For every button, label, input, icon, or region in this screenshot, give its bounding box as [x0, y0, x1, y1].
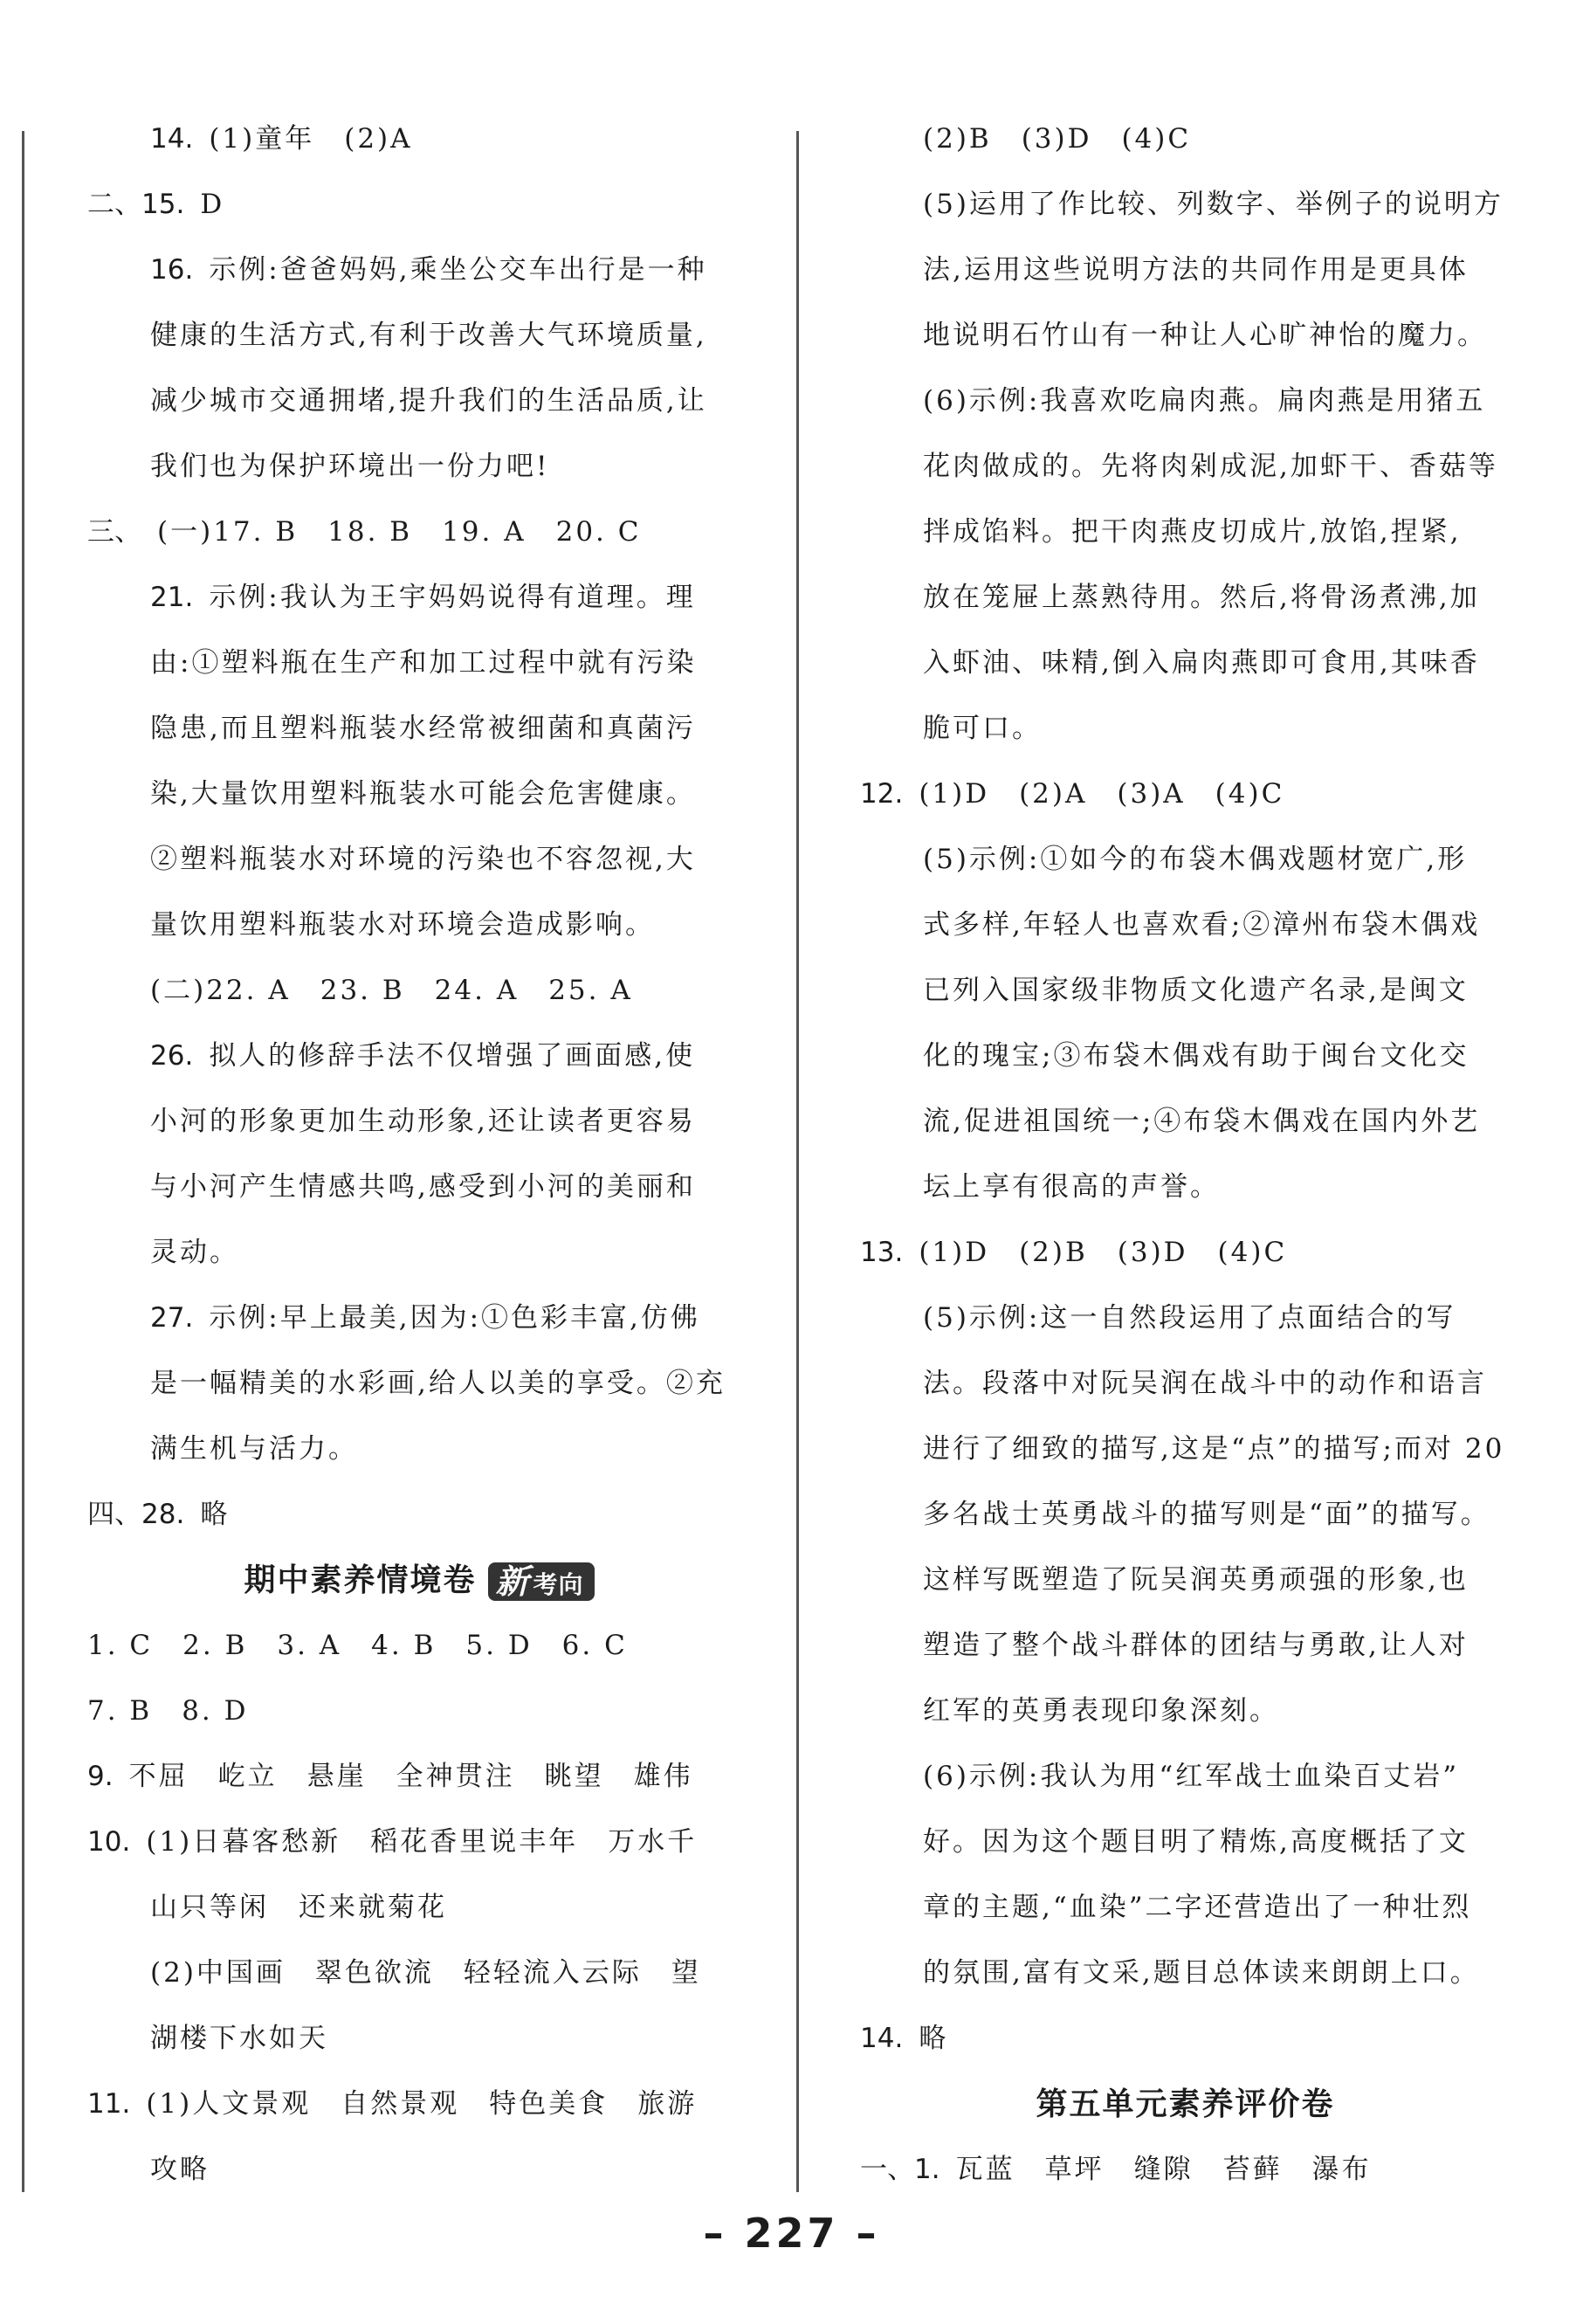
- left-column: [87, 107, 751, 2203]
- question-number: 三、: [87, 516, 141, 548]
- question-number: 二、15.: [87, 189, 185, 220]
- question-number: 一、1.: [860, 2154, 940, 2185]
- answer-text: (6)示例:我认为用“红军战士血染百丈岩”: [923, 1761, 1460, 1792]
- answer-line: [860, 2006, 1511, 2072]
- question-number: 21.: [150, 582, 194, 613]
- answer-text: 7. B 8. D: [87, 1695, 249, 1727]
- answer-line: [87, 1679, 751, 1744]
- question-number: 12.: [860, 778, 904, 810]
- answer-text: 瓦蓝 草坪 缝隙 苔藓 瀑布: [955, 2154, 1372, 2185]
- answer-text: 花肉做成的。先将肉剁成泥,加虾干、香菇等: [923, 451, 1498, 482]
- answer-text: 量饮用塑料瓶装水对环境会造成影响。: [150, 909, 655, 941]
- answer-text: (5)示例:这一自然段运用了点面结合的写: [923, 1302, 1456, 1334]
- question-number: 14.: [860, 2023, 904, 2054]
- answer-text: 健康的生活方式,有利于改善大气环境质量,: [150, 320, 707, 351]
- answer-text: 流,促进祖国统一;④布袋木偶戏在国内外艺: [923, 1106, 1481, 1137]
- question-number: 14.: [150, 123, 194, 155]
- answer-text: 红军的英勇表现印象深刻。: [923, 1695, 1279, 1727]
- answer-line: [87, 1482, 751, 1548]
- answer-line: [860, 565, 1511, 631]
- answer-text: 是一幅精美的水彩画,给人以美的享受。②充: [150, 1368, 726, 1399]
- question-number: 四、28.: [87, 1499, 185, 1530]
- left-margin-rule: [22, 131, 24, 2192]
- answer-line: [860, 1024, 1511, 1089]
- answer-line: [860, 827, 1511, 893]
- answer-text: 拌成馅料。把干肉燕皮切成片,放馅,捏紧,: [923, 516, 1462, 548]
- answer-text: 的氛围,富有文采,题目总体读来朗朗上口。: [923, 1957, 1480, 1989]
- answer-line: [860, 1482, 1511, 1548]
- answer-line: [860, 172, 1511, 238]
- answer-text: (二)22. A 23. B 24. A 25. A: [150, 975, 633, 1006]
- answer-line: [860, 303, 1511, 369]
- answer-text: 小河的形象更加生动形象,还让读者更容易: [150, 1106, 696, 1137]
- answer-line: [87, 1613, 751, 1679]
- answer-line: [87, 369, 751, 434]
- answer-text: 不屈 屹立 悬崖 全神贯注 眺望 雄伟: [128, 1761, 693, 1792]
- question-number: 9.: [87, 1761, 114, 1792]
- answer-line: [87, 172, 751, 238]
- answer-line: [87, 1875, 751, 1941]
- answer-line: [87, 1286, 751, 1351]
- answer-line: [87, 1024, 751, 1089]
- answer-text: 隐患,而且塑料瓶装水经常被细菌和真菌污: [150, 713, 696, 744]
- page-number: – 227 –: [703, 2210, 880, 2257]
- answer-line: [87, 2137, 751, 2203]
- question-number: 26.: [150, 1040, 194, 1072]
- answer-text: 略: [919, 2023, 949, 2054]
- answer-line: [860, 1875, 1511, 1941]
- column-divider: [796, 131, 799, 2192]
- answer-text: (2)中国画 翠色欲流 轻轻流入云际 望: [150, 1957, 701, 1989]
- answer-text: 法。段落中对阮吴润在战斗中的动作和语言: [923, 1368, 1487, 1399]
- answer-text: 放在笼屉上蒸熟待用。然后,将骨汤煮沸,加: [923, 582, 1480, 613]
- answer-line: [860, 107, 1511, 172]
- answer-line: [860, 1679, 1511, 1744]
- answer-line: [87, 827, 751, 893]
- answer-text: 化的瑰宝;③布袋木偶戏有助于闽台文化交: [923, 1040, 1469, 1072]
- answer-text: 湖楼下水如天: [150, 2023, 328, 2054]
- answer-line: [860, 1417, 1511, 1482]
- answer-line: [87, 893, 751, 958]
- answer-text: 染,大量饮用塑料瓶装水可能会危害健康。: [150, 778, 696, 810]
- answer-text: (2)B (3)D (4)C: [923, 123, 1192, 155]
- answer-line: [860, 500, 1511, 565]
- answer-line: [860, 1744, 1511, 1810]
- answer-line: [860, 1089, 1511, 1155]
- answer-line: [860, 1548, 1511, 1613]
- answer-line: [87, 958, 751, 1024]
- right-column: [860, 107, 1511, 2203]
- answer-text: 示例:早上最美,因为:①色彩丰富,仿佛: [209, 1302, 700, 1334]
- answer-text: 法,运用这些说明方法的共同作用是更具体: [923, 254, 1469, 286]
- answer-line: [860, 631, 1511, 696]
- answer-text: D: [200, 189, 225, 220]
- answer-line: [87, 434, 751, 500]
- answer-text: 地说明石竹山有一种让人心旷神怡的魔力。: [923, 320, 1487, 351]
- answer-text: (6)示例:我喜欢吃扁肉燕。扁肉燕是用猪五: [923, 385, 1486, 417]
- section-heading: [87, 1548, 751, 1613]
- question-number: 13.: [860, 1237, 904, 1268]
- answer-text: (1)D (2)A (3)A (4)C: [919, 778, 1285, 810]
- answer-line: [87, 2072, 751, 2137]
- answer-text: (一)17. B 18. B 19. A 20. C: [157, 516, 642, 548]
- answer-line: [87, 1744, 751, 1810]
- answer-text: ②塑料瓶装水对环境的污染也不容忽视,大: [150, 844, 696, 875]
- answer-text: 我们也为保护环境出一份力吧!: [150, 451, 550, 482]
- answer-text: (5)运用了作比较、列数字、举例子的说明方: [923, 189, 1504, 220]
- answer-line: [860, 696, 1511, 762]
- answer-line: [87, 1417, 751, 1482]
- answer-text: 进行了细致的描写,这是“点”的描写;而对 20: [923, 1433, 1505, 1465]
- answer-line: [860, 1155, 1511, 1220]
- answer-line: [860, 1220, 1511, 1286]
- answer-line: [87, 565, 751, 631]
- answer-text: 山只等闲 还来就菊花: [150, 1892, 447, 1923]
- answer-text: (1)童年 (2)A: [209, 123, 413, 155]
- answer-line: [860, 1941, 1511, 2006]
- answer-text: 与小河产生情感共鸣,感受到小河的美丽和: [150, 1171, 696, 1203]
- answer-line: [87, 1220, 751, 1286]
- answer-text: 这样写既塑造了阮吴润英勇顽强的形象,也: [923, 1564, 1469, 1596]
- answer-text: (1)D (2)B (3)D (4)C: [919, 1237, 1288, 1268]
- answer-line: [87, 500, 751, 565]
- answer-line: [87, 1941, 751, 2006]
- answer-line: [860, 958, 1511, 1024]
- answer-line: [87, 1810, 751, 1875]
- answer-text: 好。因为这个题目明了精炼,高度概括了文: [923, 1826, 1469, 1858]
- question-number: 11.: [87, 2088, 131, 2120]
- section-title: 第五单元素养评价卷: [1036, 2086, 1335, 2122]
- answer-line: [87, 303, 751, 369]
- answer-text: 由:①塑料瓶在生产和加工过程中就有污染: [150, 647, 697, 679]
- answer-line: [87, 631, 751, 696]
- answer-line: [860, 2137, 1511, 2203]
- answer-text: 1. C 2. B 3. A 4. B 5. D 6. C: [87, 1630, 628, 1661]
- answer-line: [860, 1810, 1511, 1875]
- badge-main-char: 新: [495, 1562, 530, 1601]
- answer-text: 坛上享有很高的声誉。: [923, 1171, 1220, 1203]
- answer-text: 示例:爸爸妈妈,乘坐公交车出行是一种: [209, 254, 707, 286]
- answer-text: 满生机与活力。: [150, 1433, 358, 1465]
- answer-text: (1)人文景观 自然景观 特色美食 旅游: [146, 2088, 698, 2120]
- answer-line: [860, 238, 1511, 303]
- question-number: 10.: [87, 1826, 131, 1858]
- answer-text: 灵动。: [150, 1237, 239, 1268]
- answer-text: 已列入国家级非物质文化遗产名录,是闽文: [923, 975, 1469, 1006]
- new-direction-badge: [488, 1562, 594, 1601]
- answer-line: [860, 434, 1511, 500]
- answer-line: [87, 1089, 751, 1155]
- answer-text: 脆可口。: [923, 713, 1042, 744]
- answer-line: [87, 696, 751, 762]
- answer-text: 章的主题,“血染”二字还营造出了一种壮烈: [923, 1892, 1472, 1923]
- answer-line: [860, 1351, 1511, 1417]
- answer-text: 略: [200, 1499, 231, 1530]
- badge-label: 考向: [533, 1570, 584, 1599]
- answer-line: [860, 893, 1511, 958]
- section-heading: [860, 2072, 1511, 2137]
- answer-text: 减少城市交通拥堵,提升我们的生活品质,让: [150, 385, 707, 417]
- answer-text: 拟人的修辞手法不仅增强了画面感,使: [209, 1040, 696, 1072]
- answer-text: 塑造了整个战斗群体的团结与勇敢,让人对: [923, 1630, 1469, 1661]
- answer-line: [87, 1155, 751, 1220]
- answer-line: [87, 762, 751, 827]
- answer-text: (5)示例:①如今的布袋木偶戏题材宽广,形: [923, 844, 1468, 875]
- answer-text: 入虾油、味精,倒入扁肉燕即可食用,其味香: [923, 647, 1480, 679]
- answer-line: [87, 238, 751, 303]
- answer-text: (1)日暮客愁新 稻花香里说丰年 万水千: [146, 1826, 698, 1858]
- answer-text: 示例:我认为王宇妈妈说得有道理。理: [209, 582, 696, 613]
- question-number: 27.: [150, 1302, 194, 1334]
- answer-text: 多名战士英勇战斗的描写则是“面”的描写。: [923, 1499, 1490, 1530]
- answer-line: [87, 1351, 751, 1417]
- answer-text: 攻略: [150, 2154, 210, 2185]
- answer-line: [860, 1286, 1511, 1351]
- answer-line: [87, 107, 751, 172]
- answer-line: [860, 1613, 1511, 1679]
- answer-line: [860, 762, 1511, 827]
- answer-line: [87, 2006, 751, 2072]
- section-title: 期中素养情境卷: [244, 1562, 477, 1598]
- answer-line: [860, 369, 1511, 434]
- question-number: 16.: [150, 254, 194, 286]
- answer-text: 式多样,年轻人也喜欢看;②漳州布袋木偶戏: [923, 909, 1481, 941]
